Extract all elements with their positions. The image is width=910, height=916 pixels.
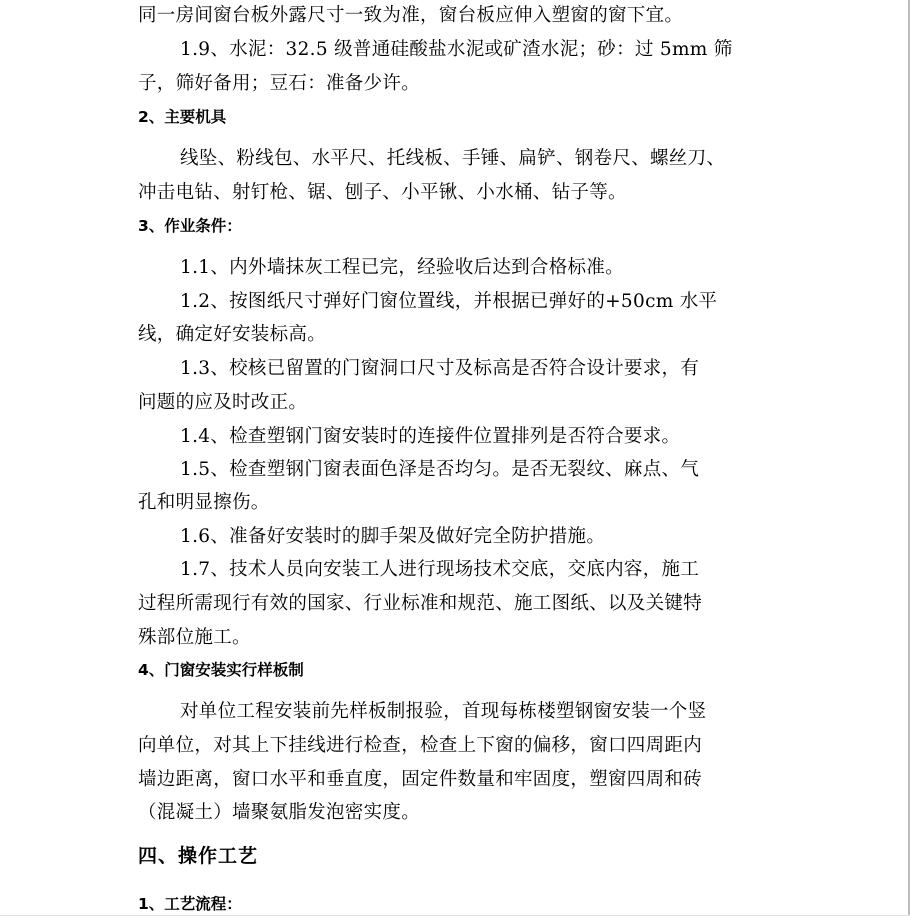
paragraph-line: 1.2、按图纸尺寸弹好门窗位置线，并根据已弹好的+50cm 水平	[180, 291, 718, 312]
chapter-heading: 四、操作工艺	[138, 845, 259, 867]
paragraph-line: 1.7、技术人员向安装工人进行现场技术交底，交底内容，施工	[180, 559, 700, 580]
section-heading: 1、工艺流程：	[138, 895, 242, 913]
paragraph-line: 子，筛好备用；豆石：准备少许。	[138, 73, 421, 94]
paragraph-line: 对单位工程安装前先样板制报验，首现每栋楼塑钢窗安装一个竖	[180, 701, 707, 722]
paragraph-line: 冲击电钻、射钉枪、锯、刨子、小平锹、小水桶、钻子等。	[138, 182, 627, 203]
paragraph-line: 向单位，对其上下挂线进行检查，检查上下窗的偏移，窗口四周距内	[138, 735, 703, 756]
paragraph-line: 线，确定好安装标高。	[138, 324, 327, 345]
paragraph-line: 1.1、内外墙抹灰工程已完，经验收后达到合格标准。	[180, 257, 624, 278]
paragraph-line: 1.4、检查塑钢门窗安装时的连接件位置排列是否符合要求。	[180, 426, 681, 447]
section-heading: 2、主要机具	[138, 108, 227, 126]
paragraph-line: 1.9、水泥：32.5 级普通硅酸盐水泥或矿渣水泥；砂：过 5mm 筛	[180, 39, 733, 60]
paragraph-line: 殊部位施工。	[138, 627, 251, 648]
paragraph-line: 孔和明显擦伤。	[138, 492, 270, 513]
paragraph-line: 1.5、检查塑钢门窗表面色泽是否均匀。是否无裂纹、麻点、气	[180, 459, 700, 480]
paragraph-line: 过程所需现行有效的国家、行业标准和规范、施工图纸、以及关键特	[138, 593, 703, 614]
paragraph-line: 墙边距离，窗口水平和垂直度，固定件数量和牢固度，塑窗四周和砖	[138, 769, 703, 790]
paragraph-line: 问题的应及时改正。	[138, 392, 308, 413]
paragraph-line: （混凝土）墙聚氨脂发泡密实度。	[138, 802, 421, 823]
paragraph-line: 1.3、校核已留置的门窗洞口尺寸及标高是否符合设计要求，有	[180, 358, 700, 379]
section-heading: 4、门窗安装实行样板制	[138, 661, 304, 679]
paragraph-line: 线坠、粉线包、水平尺、托线板、手锤、扁铲、钢卷尺、螺丝刀、	[180, 148, 726, 169]
paragraph-line: 同一房间窗台板外露尺寸一致为准，窗台板应伸入塑窗的窗下宜。	[138, 5, 684, 26]
paragraph-line: 1.6、准备好安装时的脚手架及做好完全防护措施。	[180, 526, 606, 547]
section-heading: 3、作业条件：	[138, 217, 242, 235]
